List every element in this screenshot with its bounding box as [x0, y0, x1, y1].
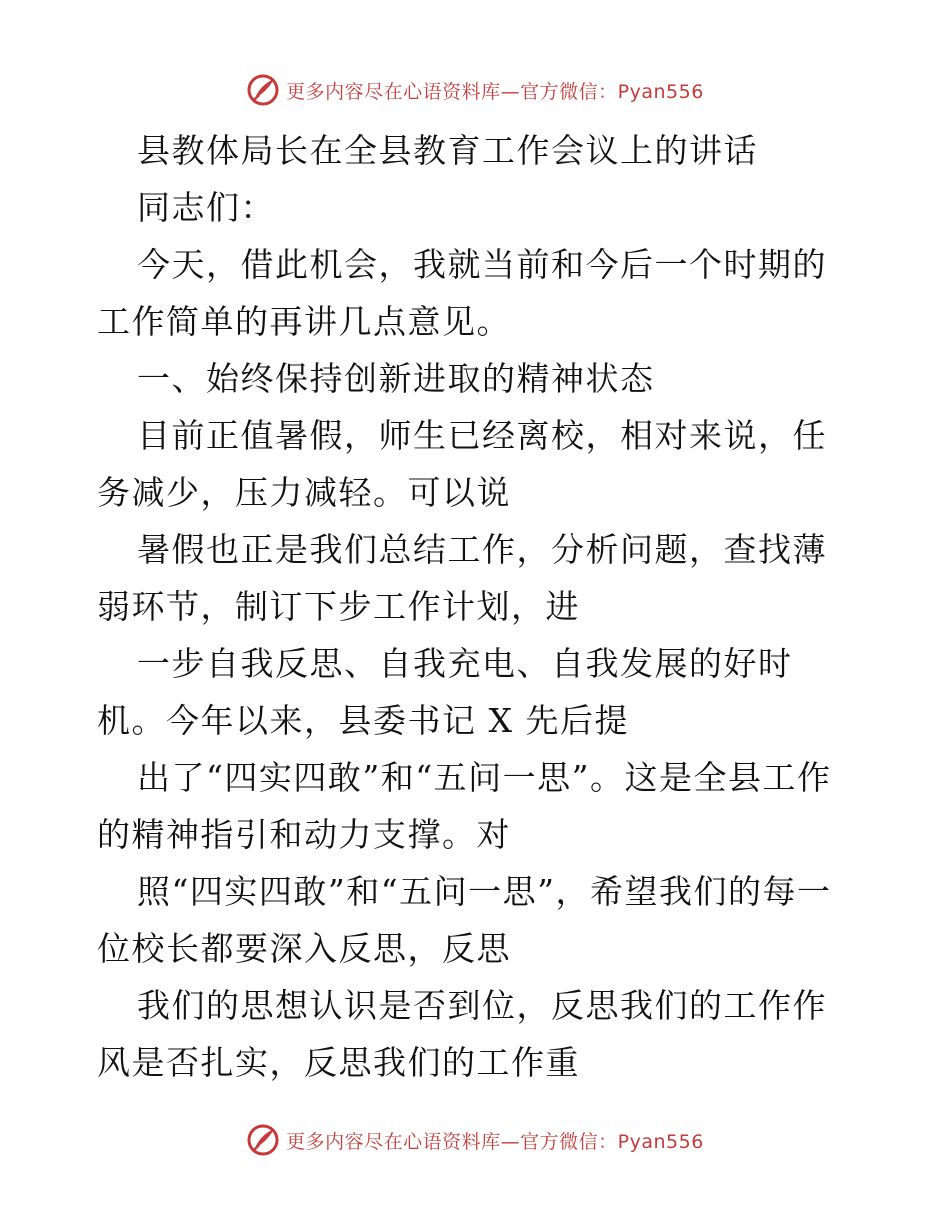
header-banner — [0, 70, 950, 110]
feather-logo-icon — [246, 73, 280, 107]
paragraph: 照“四实四敢”和“五问一思”，希望我们的每一位校长都要深入反思，反思 — [97, 872, 832, 968]
section-heading-1: 一、始终保持创新进取的精神状态 — [137, 359, 655, 398]
paragraph: 出了“四实四敢”和“五问一思”。这是全县工作的精神指引和动力支撑。对 — [97, 758, 832, 854]
paragraph: 目前正值暑假，师生已经离校，相对来说，任务减少，压力减轻。可以说 — [97, 416, 827, 512]
feather-logo-icon — [246, 1123, 280, 1157]
salutation: 同志们： — [137, 188, 275, 227]
paragraph: 一步自我反思、自我充电、自我发展的好时机。今年以来，县委书记 X 先后提 — [97, 644, 793, 740]
document-title: 县教体局长在全县教育工作会议上的讲话 — [137, 131, 758, 170]
footer-banner-text: 更多内容尽在心语资料库—官方微信：Pyan556 — [286, 1130, 704, 1153]
document-body — [97, 122, 857, 1091]
paragraph: 暑假也正是我们总结工作，分析问题，查找薄弱环节，制订下步工作计划，进 — [97, 530, 827, 626]
footer-banner — [0, 1120, 950, 1160]
paragraph: 我们的思想认识是否到位，反思我们的工作作风是否扎实，反思我们的工作重 — [97, 986, 827, 1082]
header-banner-text: 更多内容尽在心语资料库—官方微信：Pyan556 — [286, 80, 704, 103]
paragraph-intro: 今天，借此机会，我就当前和今后一个时期的工作简单的再讲几点意见。 — [97, 245, 827, 341]
